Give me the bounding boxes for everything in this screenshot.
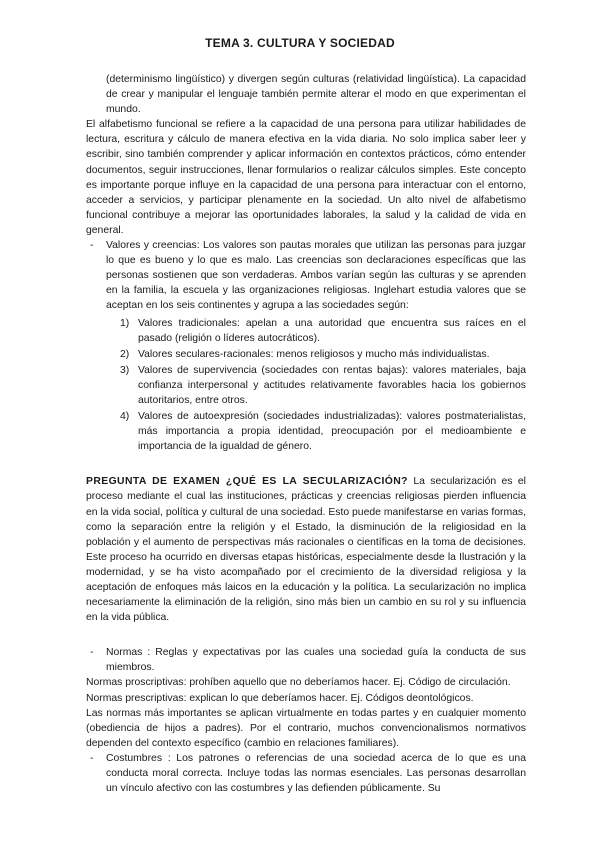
numbered-item [86,409,526,454]
bullet-dash: - [90,647,94,659]
alfabetismo-paragraph: El alfabetismo funcional se refiere a la capacidad de una persona para utilizar habilidades de lectura, escritura y cálculo de manera efectiva en la vida diaria. No solo implica saber leer y escribir, sino también comprender y aplicar información en contextos prácticos, cómo entender documentos, seguir instrucciones, llenar formularios o realizar cálculos simples. Este concepto es importante porque influye en la capacidad de una persona para interactuar con el entorno, acceder a servicios, y participar plenamente en la sociedad. Un alto nivel de alfabetismo funcional contribuye a mejorar las oportunidades laborales, la salud y la calidad de vida en general. [86,119,526,236]
valores-list-item [86,238,526,313]
exam-question-heading: PREGUNTA DE EXAMEN ¿QUÉ ES LA SECULARIZACIÓN? [86,476,408,488]
numbered-item [86,363,526,408]
item-number: 3) [120,364,130,376]
numbered-item [86,316,526,346]
secularizacion-paragraph [86,474,526,625]
normas-list-item [86,645,526,675]
document-body [86,72,526,796]
normas-prescriptivas: Normas prescriptivas: explican lo que deberíamos hacer. Ej. Códigos deontológicos. [86,692,474,704]
item-number: 2) [120,348,130,360]
continued-paragraph: (determinismo lingüístico) y divergen según culturas (relatividad lingüística). La capacidad de crear y manipular el lenguaje también permite alterar el modo en que experimentan el mundo. [106,74,526,116]
numbered-item [86,347,526,362]
item-text: Valores tradicionales: apelan a una autoridad que encuentra sus raíces en el pasado (religión o líderes autocráticos). [138,317,526,344]
bullet-dash: - [90,752,94,764]
item-text: Valores de autoexpresión (sociedades industrializadas): valores postmaterialistas, más importancia a propia identidad, preocupación por el medioambiente e importancia de la igualdad de género. [138,411,526,453]
item-text: Valores de supervivencia (sociedades con rentas bajas): valores materiales, baja confianza interpersonal y actitudes relativamente favorables hacia los gobiernos autoritarios, entre otros. [138,364,526,406]
normas-text: Normas : Reglas y expectativas por las cuales una sociedad guía la conducta de sus miembros. [106,647,526,674]
spacer [86,625,526,645]
normas-proscriptivas: Normas proscriptivas: prohíben aquello que no deberíamos hacer. Ej. Código de circulación. [86,677,511,689]
valores-text: Valores y creencias: Los valores son pautas morales que utilizan las personas para juzgar lo que es bueno y lo que es malo. Las creencias son declaraciones específicas que las personas sostienen que son verdaderas. Ambos varían según las culturas y se aprenden en la familia, la escuela y las organizaciones religiosas. Inglehart estudia valores que se aceptan en los seis continentes y agrupa a las sociedades según: [106,240,526,312]
normas-importantes-paragraph: Las normas más importantes se aplican virtualmente en todas partes y en cualquier momento (obediencia de hijos a padres). Por el contrario, muchos convencionalismos normativos dependen del contexto específico (cambio en relaciones familiares). [86,707,526,749]
secularizacion-text: La secularización es el proceso mediante el cual las instituciones, prácticas y creencias religiosas pierden influencia en la vida social, política y cultural de una sociedad. Esto puede manifestarse en varias formas, como la separación entre la religión y el Estado, la disminución de la religiosidad en la población y el aumento de perspectivas más racionales o científicas en la toma de decisiones. Este proceso ha ocurrido en diversas etapas históricas, especialmente desde la Ilustración y la modernidad, y se ha visto acompañado por el crecimiento de la diversidad religiosa y la aceptación de enfoques más laicos en la educación y la política. La secularización no implica necesariamente la eliminación de la religión, sino más bien un cambio en su rol y su influencia en la vida pública. [86,476,526,624]
item-number: 4) [120,411,130,423]
costumbres-text: Costumbres : Los patrones o referencias de una sociedad acerca de lo que es una conducta moral correcta. Incluye todas las normas esenciales. Las personas desarrollan un vínculo afectivo con las costumbres y las defienden públicamente. Su [106,752,526,795]
costumbres-list-item [86,751,526,796]
valores-numbered-list [86,316,526,455]
item-text: Valores seculares-racionales: menos religiosos y mucho más individualistas. [138,348,490,360]
bullet-dash: - [90,240,94,252]
item-number: 1) [120,317,130,329]
page-title: TEMA 3. CULTURA Y SOCIEDAD [205,36,395,50]
